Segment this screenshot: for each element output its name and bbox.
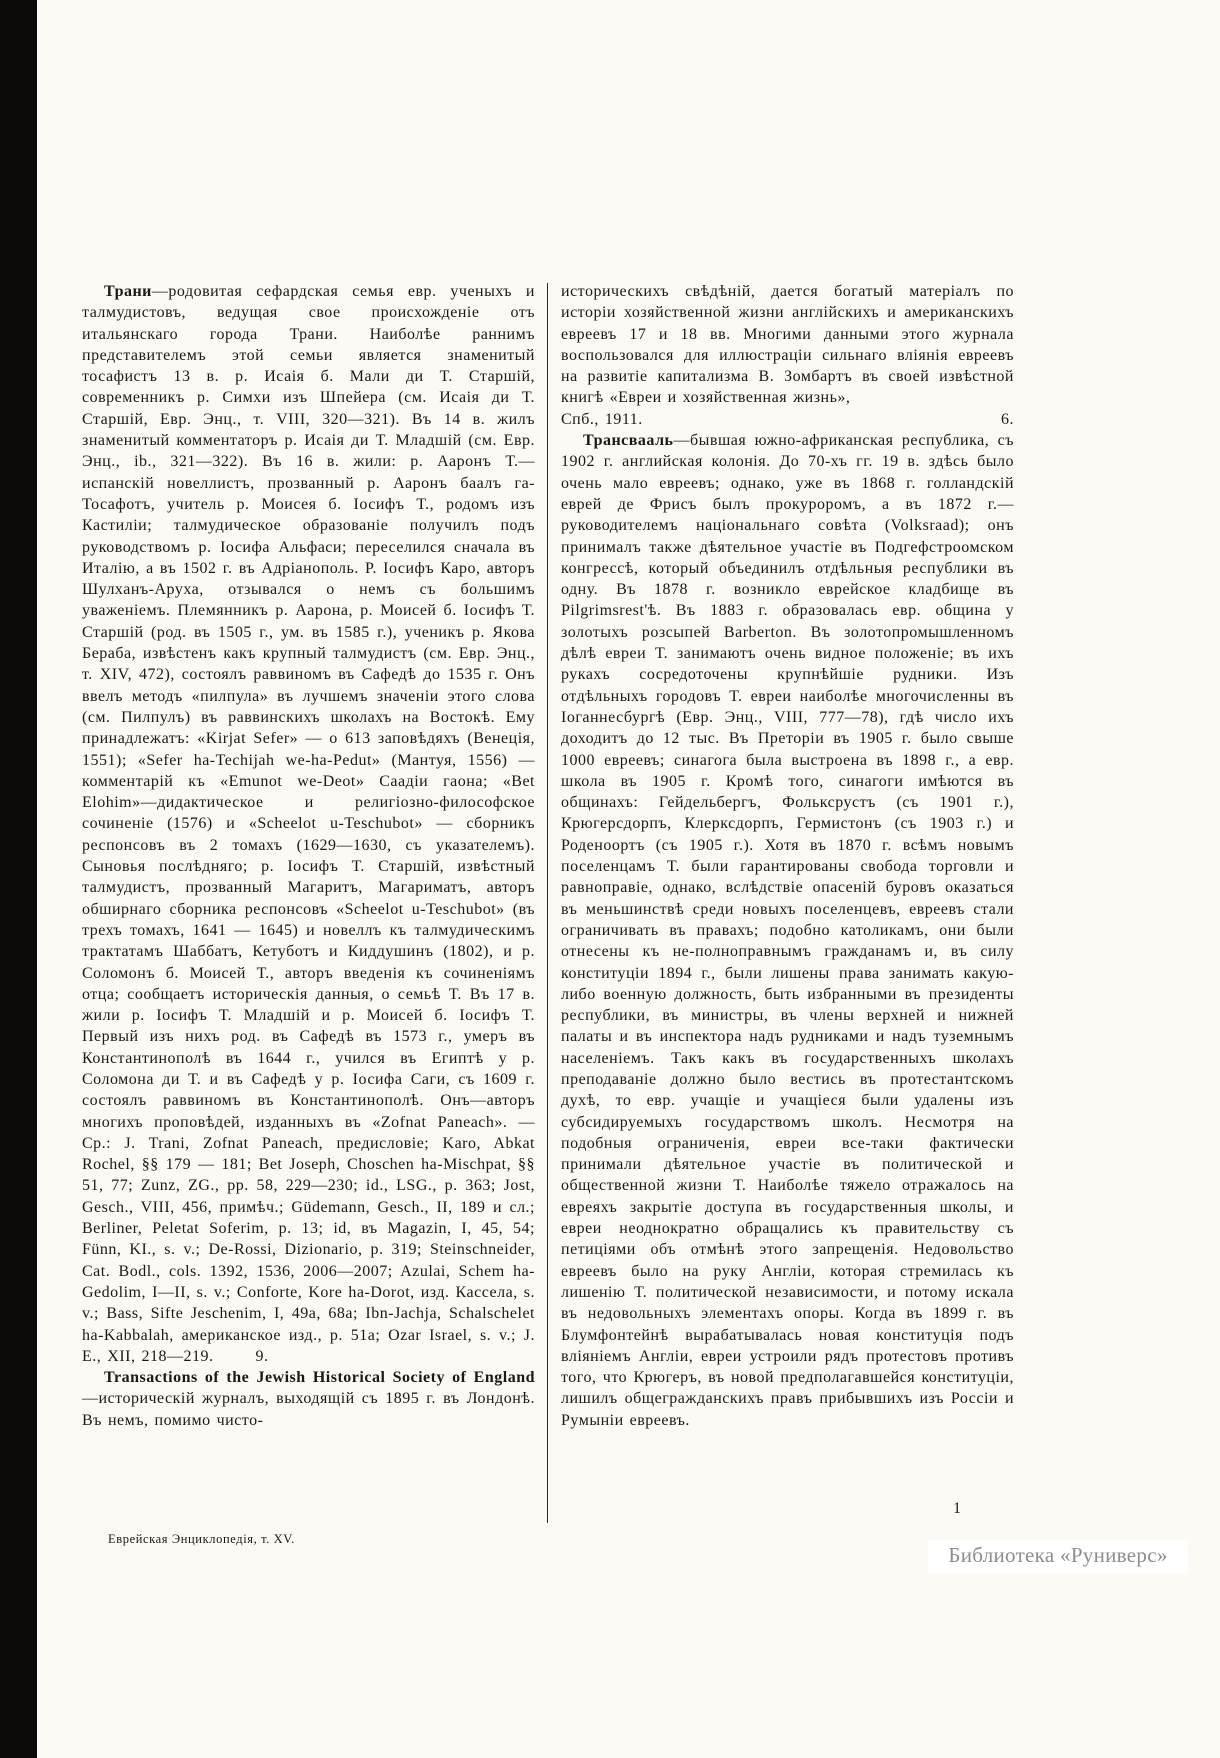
- article-transactions-imprint-line: Спб., 1911.: [561, 410, 643, 428]
- volume-imprint: Еврейская Энциклопедія, т. XV.: [108, 1532, 296, 1546]
- article-transactions-continuation: [561, 281, 1014, 409]
- scan-edge-artifact: [0, 0, 37, 1758]
- page-number: 1: [953, 1500, 961, 1517]
- runivers-watermark: Библиотека «Руниверс»: [928, 1540, 1188, 1573]
- two-column-layout: [82, 281, 1014, 1431]
- left-column: [82, 281, 535, 1431]
- page-text-area: [82, 281, 1014, 1431]
- article-transactions-last-line: [561, 409, 1014, 430]
- article-transvaal: [561, 430, 1014, 1431]
- entry-title-transactions: Transactions of the Jewish Historical Society of England: [104, 1369, 535, 1387]
- article-transactions-continuation-text: историческихъ свѣдѣній, дается богатый матеріалъ по исторіи хозяйственной жизни англійскихъ и американскихъ евреевъ 17 и 18 вв. Многими данными этого журнала воспользовался для иллюстраціи сильнаго вліянія евреевъ на развитіе капитализма В. Зомбартъ въ своей извѣстной книгѣ «Евреи и хозяйственная жизнь»,: [561, 283, 1014, 407]
- article-trani: [82, 281, 535, 1367]
- entry-title-transvaal: Трансвааль: [583, 432, 674, 450]
- author-signature-transactions: 6.: [1001, 410, 1014, 428]
- author-signature-trani: 9.: [255, 1347, 269, 1365]
- column-divider: [547, 283, 548, 1523]
- article-transvaal-text: —бывшая южно-африканская республика, съ 1902 г. английская колонія. До 70-хъ гг. 19 в. здѣсь было очень мало евреевъ; однако, уже въ 1868 г. голландскій еврей де Фрисъ былъ прокуроромъ, а въ 1872 г.—руководителемъ національнаго совѣта (Volksraad); онъ принималъ также дѣятельное участіе въ Подгефстроомском конгрессѣ, который объединилъ отдѣльныя республики въ одну. Въ 1878 г. возникло еврейское кладбище въ Pilgrimsrest'ѣ. Въ 1883 г. образовалась евр. община у золотыхъ розсыпей Barberton. Въ золотопромышленномъ дѣлѣ евреи Т. занимаютъ очень видное положеніе; въ ихъ рукахъ сосредоточены крупнѣйшіе рудники. Изъ отдѣльныхъ городовъ Т. евреи наиболѣе многочисленны въ Іоганнесбургѣ (Евр. Энц., VIII, 777—78), гдѣ число ихъ доходитъ до 12 тыс. Въ Преторіи въ 1905 г. было свыше 1000 евреевъ; синагога была выстроена въ 1898 г., а евр. школа въ 1905 г. Кромѣ того, синагоги имѣются въ общинахъ: Гейдельбергъ, Фольксрустъ (съ 1901 г.), Крюгерсдорпъ, Клерксдорпъ, Гермистонъ (съ 1903 г.) и Роденоортъ (съ 1905 г.). Хотя въ 1870 г. всѣмъ новымъ поселенцамъ Т. были гарантированы свобода торговли и равноправіе, однако, вслѣдствіе опасеній буровъ оказаться въ меньшинствѣ среди новыхъ поселенцевъ, евреевъ стали ограничивать въ правахъ; подобно католикамъ, они были отнесены къ не-полноправнымъ гражданамъ и, въ силу конституціи 1894 г., были лишены права занимать какую-либо военную должность, быть избранными въ президенты республики, въ министры, въ члены верхней и нижней палаты и въ инспектора надъ рудниками и надъ туземнымъ населеніемъ. Такъ какъ въ государственныхъ школахъ преподаваніе должно было вестись въ протестантскомъ духѣ, то евр. учащіе и учащіеся были удалены изъ субсидируемыхъ государствомъ школъ. Несмотря на подобныя ограниченія, евреи все-таки фактически принимали дѣятельное участіе въ политической и общественной жизни Т. Наиболѣе тяжело отражалось на евреяхъ закрытіе доступа въ государственныя школы, и евреи неоднократно обращались къ правительству съ петиціями объ отмѣнѣ этого запрещенія. Недовольство евреевъ было на руку Англіи, которая стремилась къ лишенію Т. политической независимости, и потому искала въ недовольныхъ элементахъ опоры. Когда въ 1899 г. въ Блумфонтейнѣ вырабатывалась новая конституція подъ вліяніемъ Англіи, евреи устроили рядъ протестовъ противъ того, что Крюгеръ, въ новой предполагавшейся конституціи, лишилъ общегражданскихъ правъ прибывшихъ изъ Россіи и Румыніи евреевъ.: [561, 432, 1014, 1429]
- right-column: [561, 281, 1014, 1431]
- article-transactions: [82, 1367, 535, 1431]
- article-transactions-text: —историческій журналъ, выходящій съ 1895 г. въ Лондонѣ. Въ немъ, помимо чисто-: [82, 1390, 535, 1429]
- article-trani-text: —родовитая сефардская семья евр. ученыхъ и талмудистовъ, ведущая свое происхожденіе отъ итальянскаго города Трани. Наиболѣе раннимъ представителемъ этой семьи является знаменитый тосафистъ 13 в. р. Исаія б. Мали ди Т. Старшій, современникъ р. Симхи изъ Шпейера (см. Исаія ди Т. Старшій, Евр. Энц., т. VIII, 320—321). Въ 14 в. жилъ знаменитый комментаторъ р. Исаія ди Т. Младшій (см. Евр. Энц., ib., 321—322). Въ 16 в. жили: р. Ааронъ Т.—испанскій новеллистъ, прозванный р. Ааронъ баалъ га-Тосафотъ, учитель р. Моисея б. Іосифъ Т., родомъ изъ Кастиліи; талмудическое образованіе получилъ подъ руководствомъ р. Іосифа Альфаси; переселился сначала въ Италію, а въ 1502 г. въ Адріанополь. Р. Іосифъ Каро, авторъ Шулханъ-Аруха, отзывался о немъ съ большимъ уваженіемъ. Племянникъ р. Аарона, р. Моисей б. Іосифъ Т. Старшій (род. въ 1505 г., ум. въ 1585 г.), ученикъ р. Якова Бераба, извѣстенъ какъ крупный талмудистъ (см. Евр. Энц., т. XIV, 472), состоялъ раввиномъ въ Сафедѣ до 1535 г. Онъ ввелъ методъ «пилпула» въ лучшемъ значеніи этого слова (см. Пилпулъ) въ раввинскихъ школахъ на Востокѣ. Ему принадлежатъ: «Kirjat Sefer» — о 613 заповѣдяхъ (Венеція, 1551); «Sefer ha-Techijah we-ha-Pedut» (Мантуя, 1556) — комментарій къ «Emunot we-Deot» Саадіи гаона; «Bet Elohim»—дидактическое и религіозно-философское сочиненіе (1576) и «Scheelot u-Teschubot» — сборникъ респонсовъ въ 2 томахъ (1629—1630, съ указателемъ). Сыновья послѣдняго; р. Іосифъ Т. Старшій, извѣстный талмудистъ, прозванный Магаритъ, Магариматъ, авторъ обширнаго сборника респонсовъ «Scheelot u-Teschubot» (въ трехъ томахъ, 1641 — 1645) и новеллъ къ талмудическимъ трактатамъ Шаббатъ, Кетуботъ и Киддушинъ (1802), и р. Соломонъ б. Моисей Т., авторъ введенія къ сочиненіямъ отца; сообщаетъ историческія данныя, о семьѣ Т. Въ 17 в. жили р. Іосифъ Т. Младшій и р. Моисей б. Іосифъ Т. Первый изъ нихъ род. въ Сафедѣ въ 1573 г., умеръ въ Константинополѣ въ 1644 г., учился въ Египтѣ у р. Соломона ди Т. и въ Сафедѣ у р. Іосифа Саги, съ 1609 г. состоялъ раввиномъ въ Константинополѣ. Онъ—авторъ многихъ проповѣдей, изданныхъ въ «Zofnat Paneach». — Ср.: J. Trani, Zofnat Paneach, предисловіе; Karo, Abkat Rochel, §§ 179 — 181; Bet Joseph, Choschen ha-Mischpat, §§ 51, 77; Zunz, ZG., pp. 58, 229—230; id., LSG., p. 363; Jost, Gesch., VIII, 456, примѣч.; Güdemann, Gesch., II, 189 и сл.; Berliner, Peletat Soferim, p. 13; id, въ Magazin, I, 45, 54; Fünn, KI., s. v.; De-Rossi, Dizionario, p. 319; Steinschneider, Cat. Bodl., cols. 1392, 1536, 2006—2007; Azulai, Schem ha-Gedolim, I—II, s. v.; Conforte, Kore ha-Dorot, изд. Кассела, s. v.; Bass, Sifte Jeschenim, I, 49a, 68a; Ibn-Jachja, Schalschelet ha-Kabbalah, американское изд., p. 51a; Ozar Israel, s. v.; J. E., XII, 218—219.: [82, 283, 535, 1365]
- entry-title-trani: Трани: [104, 283, 152, 300]
